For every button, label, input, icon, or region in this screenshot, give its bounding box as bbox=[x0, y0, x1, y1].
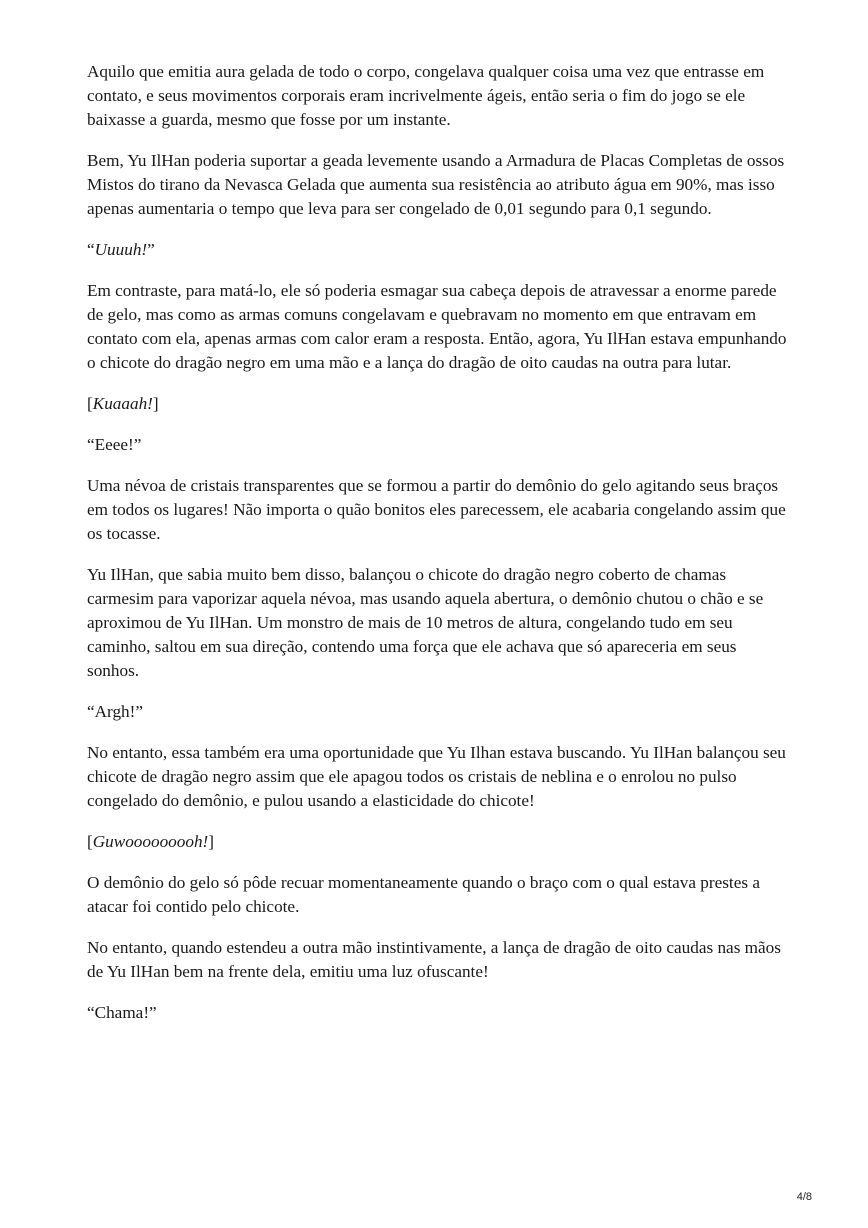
paragraph-3: Em contraste, para matá-lo, ele só poderia esmagar sua cabeça depois de atravessar a enorme parede de gelo, mas como as armas comuns congelavam e quebravam no momento em que entravam em contato com ela, apenas armas com calor eram a resposta. Então, agora, Yu IlHan estava empunhando o chicote do dragão negro em uma mão e a lança do dragão de oito caudas na outra para lutar. bbox=[87, 281, 787, 372]
paragraph-4: Uma névoa de cristais transparentes que se formou a partir do demônio do gelo agitando seus braços em todos os lugares! Não importa o quão bonitos eles parecessem, ele acabaria congelando assim que os tocasse. bbox=[87, 476, 786, 543]
dialogue-line-3: “Argh!” bbox=[87, 702, 143, 721]
sound-effect-2: [Guwooooooooh!] bbox=[87, 832, 215, 851]
dialogue-line-2: “Eeee!” bbox=[87, 435, 142, 454]
sound-effect-1: [Kuaaah!] bbox=[87, 394, 159, 413]
paragraph-2: Bem, Yu IlHan poderia suportar a geada levemente usando a Armadura de Placas Completas de ossos Mistos do tirano da Nevasca Gelada que aumenta sua resistência ao atributo água em 90%, mas isso apenas aumentaria o tempo que leva para ser congelado de 0,01 segundo para 0,1 segundo. bbox=[87, 151, 785, 218]
document-body bbox=[87, 60, 787, 1042]
paragraph-8: No entanto, quando estendeu a outra mão instintivamente, a lança de dragão de oito caudas nas mãos de Yu IlHan bem na frente dela, emitiu uma luz ofuscante! bbox=[87, 938, 781, 981]
paragraph-1: Aquilo que emitia aura gelada de todo o corpo, congelava qualquer coisa uma vez que entrasse em contato, e seus movimentos corporais eram incrivelmente ágeis, então seria o fim do jogo se ele baixasse a guarda, mesmo que fosse por um instante. bbox=[87, 62, 765, 129]
page-number: 4/8 bbox=[796, 1191, 812, 1203]
dialogue-line-4: “Chama!” bbox=[87, 1003, 157, 1022]
paragraph-6: No entanto, essa também era uma oportunidade que Yu Ilhan estava buscando. Yu IlHan balançou seu chicote de dragão negro assim que ele apagou todos os cristais de neblina e o enrolou no pulso congelado do demônio, e pulou usando a elasticidade do chicote! bbox=[87, 743, 786, 810]
paragraph-7: O demônio do gelo só pôde recuar momentaneamente quando o braço com o qual estava prestes a atacar foi contido pelo chicote. bbox=[87, 873, 760, 916]
dialogue-line-1: “Uuuuh!” bbox=[87, 240, 155, 259]
paragraph-5: Yu IlHan, que sabia muito bem disso, balançou o chicote do dragão negro coberto de chamas carmesim para vaporizar aquela névoa, mas usando aquela abertura, o demônio chutou o chão e se aproximou de Yu IlHan. Um monstro de mais de 10 metros de altura, congelando tudo em seu caminho, saltou em sua direção, contendo uma força que ele achava que só apareceria em seus sonhos. bbox=[87, 565, 764, 680]
